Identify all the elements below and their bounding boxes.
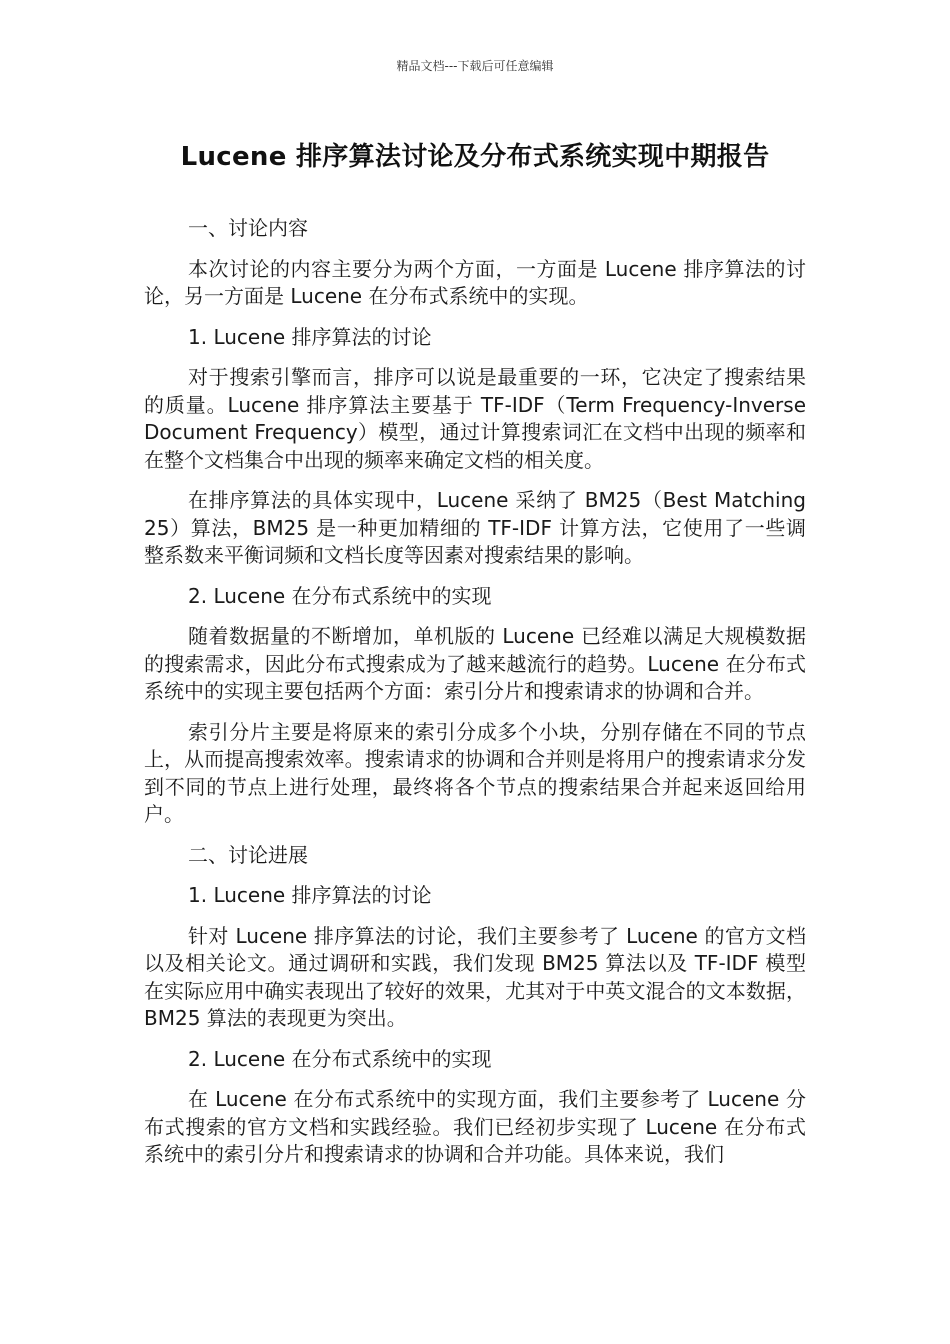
document-body <box>144 215 806 1182</box>
subsection-heading-distributed: 2. Lucene 在分布式系统中的实现 <box>188 583 492 608</box>
paragraph-intro: 本次讨论的内容主要分为两个方面，一方面是 Lucene 排序算法的讨论，另一方面是 Lucene 在分布式系统中的实现。 <box>144 256 806 308</box>
subsection-heading-sorting-progress: 1. Lucene 排序算法的讨论 <box>188 883 432 907</box>
subsection-heading-distributed-progress: 2. Lucene 在分布式系统中的实现 <box>188 1046 492 1071</box>
header-note: 精品文档---下载后可任意编辑 <box>396 59 554 73</box>
paragraph-distributed-overview: 随着数据量的不断增加，单机版的 Lucene 已经难以满足大规模数据的搜索需求，因此分布式搜索成为了越来越流行的趋势。Lucene 在分布式系统中的实现主要包括两个方面：索引分片和搜索请求的协调和合并。 <box>144 624 806 703</box>
section-heading-discussion-content: 一、讨论内容 <box>188 216 308 240</box>
section-heading-discussion-progress: 二、讨论进展 <box>188 842 308 867</box>
subsection-heading-sorting: 1. Lucene 排序算法的讨论 <box>188 324 432 349</box>
paragraph-sorting-progress: 针对 Lucene 排序算法的讨论，我们主要参考了 Lucene 的官方文档以及相关论文。通过调研和实践，我们发现 BM25 算法以及 TF-IDF 模型在实际应用中确实表现出了较好的效果，尤其对于中英文混合的文本数据，BM25 算法的表现更为突出。 <box>144 923 806 1030</box>
paragraph-sorting-bm25: 在排序算法的具体实现中，Lucene 采纳了 BM25（Best Matching 25）算法，BM25 是一种更加精细的 TF-IDF 计算方法，它使用了一些调整系数来平衡词频和文档长度等因素对搜索结果的影响。 <box>144 488 806 567</box>
paragraph-distributed-sharding: 索引分片主要是将原来的索引分成多个小块，分别存储在不同的节点上，从而提高搜索效率。搜索请求的协调和合并则是将用户的搜索请求分发到不同的节点上进行处理，最终将各个节点的搜索结果合并起来返回给用户。 <box>144 719 806 826</box>
paragraph-sorting-tfidf: 对于搜索引擎而言，排序可以说是最重要的一环，它决定了搜索结果的质量。Lucene 排序算法主要基于 TF-IDF（Term Frequency-Inverse Document Frequency）模型，通过计算搜索词汇在文档中出现的频率和在整个文档集合中出现的频率来确定文档的相关度。 <box>144 365 806 472</box>
document-title: Lucene 排序算法讨论及分布式系统实现中期报告 <box>180 142 770 172</box>
paragraph-distributed-progress: 在 Lucene 在分布式系统中的实现方面，我们主要参考了 Lucene 分布式搜索的官方文档和实践经验。我们已经初步实现了 Lucene 在分布式系统中的索引分片和搜索请求的协调和合并功能。具体来说，我们 <box>144 1087 806 1166</box>
